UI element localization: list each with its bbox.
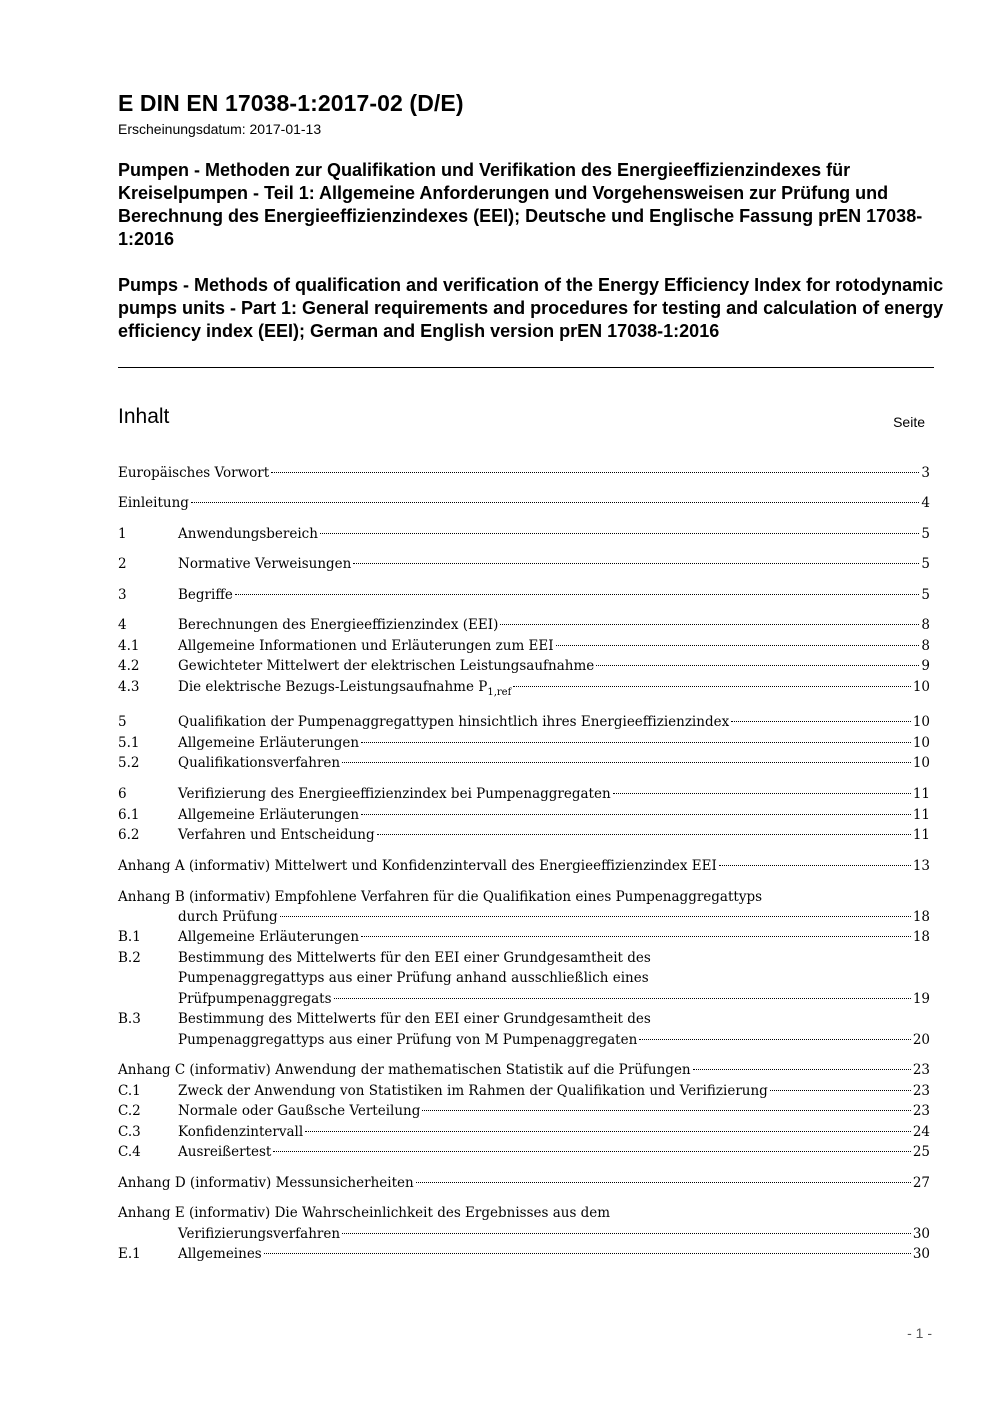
toc-entry-subscript: 1,ref	[487, 687, 512, 698]
toc-entry-page: 25	[912, 1144, 930, 1160]
toc-entry-number: B.3	[118, 1011, 141, 1027]
toc-entry-text: Zweck der Anwendung von Statistiken im Rahmen der Qualifikation und Verifizierung	[178, 1083, 768, 1099]
toc-entry-5-1[interactable]	[118, 733, 930, 753]
toc-entry-b-2-cont[interactable]	[118, 968, 930, 988]
toc-entry-c-1[interactable]	[118, 1081, 930, 1101]
toc-entry-vorwort[interactable]	[118, 463, 930, 483]
toc-entry-page: 18	[912, 909, 930, 925]
toc-entry-page: 23	[912, 1062, 930, 1078]
toc-entry-page: 18	[912, 929, 930, 945]
toc-entry-text: Normative Verweisungen	[178, 556, 352, 572]
toc-entry-page: 3	[921, 465, 930, 481]
toc-entry-annex-b-cont[interactable]	[118, 907, 930, 927]
toc-entry-text: Ausreißertest	[178, 1144, 272, 1160]
toc-entry-number: 6	[118, 786, 127, 802]
toc-entry-page: 23	[912, 1083, 930, 1099]
toc-entry-text: Anhang D (informativ) Messunsicherheiten	[118, 1175, 414, 1191]
toc-leader	[693, 1069, 911, 1070]
toc-page-column-label: Seite	[893, 414, 925, 430]
toc-entry-number: B.2	[118, 950, 141, 966]
toc-entry-page: 11	[912, 807, 930, 823]
toc-entry-text: Anhang C (informativ) Anwendung der mathematischen Statistik auf die Prüfungen	[118, 1062, 691, 1078]
toc-entry-e-1[interactable]	[118, 1244, 930, 1264]
toc-entry-annex-c[interactable]	[118, 1060, 930, 1080]
toc-entry-b-2[interactable]	[118, 948, 930, 968]
toc-leader	[235, 594, 920, 595]
toc-entry-text: Pumpenaggregattyps aus einer Prüfung von M Pumpenaggregaten	[178, 1032, 638, 1048]
toc-entry-text: Normale oder Gaußsche Verteilung	[178, 1103, 421, 1119]
toc-entry-annex-a[interactable]	[118, 856, 930, 876]
toc-entry-text: durch Prüfung	[178, 909, 278, 925]
toc-entry-number: 1	[118, 526, 127, 542]
toc-entry-annex-e[interactable]	[118, 1203, 930, 1223]
toc-leader	[639, 1039, 911, 1040]
toc-entry-page: 13	[912, 858, 930, 874]
toc-entry-page: 19	[912, 991, 930, 1007]
toc-entry-text: Gewichteter Mittelwert der elektrischen Leistungsaufnahme	[178, 658, 595, 674]
toc-entry-number: 4.1	[118, 638, 140, 654]
toc-entry-4-2[interactable]	[118, 656, 930, 676]
title-english: Pumps - Methods of qualification and verification of the Energy Efficiency Index for rotodynamic pumps units - Part 1: General requirements and procedures for testing and calculation of energy efficiency index (EEI); German and English version prEN 17038-1:2016	[118, 275, 944, 341]
toc-entry-page: 10	[912, 679, 930, 695]
toc-entry-number: 4.3	[118, 679, 140, 695]
toc-entry-page: 4	[921, 495, 930, 511]
toc-entry-annex-d[interactable]	[118, 1173, 930, 1193]
toc-leader	[556, 645, 920, 646]
toc-entry-page: 30	[912, 1226, 930, 1242]
toc-entry-text: Bestimmung des Mittelwerts für den EEI einer Grundgesamtheit des	[178, 1011, 651, 1027]
toc-leader	[191, 502, 919, 503]
toc-entry-page: 5	[921, 526, 930, 542]
toc-entry-number: E.1	[118, 1246, 141, 1262]
toc-entry-6[interactable]	[118, 784, 930, 804]
toc-leader	[342, 762, 911, 763]
toc-leader	[305, 1131, 911, 1132]
toc-entry-page: 10	[912, 735, 930, 751]
toc-leader	[416, 1182, 911, 1183]
toc-entry-c-2[interactable]	[118, 1101, 930, 1121]
toc-leader	[596, 665, 919, 666]
toc-entry-number: 6.2	[118, 827, 140, 843]
toc-leader	[377, 834, 911, 835]
toc-entry-page: 9	[921, 658, 930, 674]
toc-entry-text: Pumpenaggregattyps aus einer Prüfung anhand ausschließlich eines	[178, 970, 649, 986]
toc-entry-b-2-cont2[interactable]	[118, 989, 930, 1009]
toc-entry-einleitung[interactable]	[118, 493, 930, 513]
toc-entry-b-3[interactable]	[118, 1009, 930, 1029]
toc-entry-text: Allgemeine Erläuterungen	[178, 929, 360, 945]
toc-entry-1[interactable]	[118, 524, 930, 544]
toc-entry-text: Verfahren und Entscheidung	[178, 827, 375, 843]
toc-entry-page: 30	[912, 1246, 930, 1262]
toc-entry-page: 20	[912, 1032, 930, 1048]
toc-leader	[770, 1090, 911, 1091]
toc-entry-b-1[interactable]	[118, 927, 930, 947]
toc-entry-text: Verifizierungsverfahren	[178, 1226, 341, 1242]
toc-entry-c-4[interactable]	[118, 1142, 930, 1162]
document-id: E DIN EN 17038-1:2017-02 (D/E)	[118, 90, 464, 116]
toc-entry-number: 3	[118, 587, 127, 603]
toc-entry-text: Begriffe	[178, 587, 233, 603]
toc-entry-text: Allgemeine Erläuterungen	[178, 807, 360, 823]
toc-heading: Inhalt	[118, 405, 170, 428]
title-divider	[118, 367, 934, 368]
toc-leader	[731, 721, 911, 722]
toc-entry-5-2[interactable]	[118, 753, 930, 773]
toc-entry-page: 11	[912, 827, 930, 843]
toc-entry-number: B.1	[118, 929, 141, 945]
toc-entry-annex-e-cont[interactable]	[118, 1224, 930, 1244]
toc-leader	[513, 686, 911, 687]
toc-leader	[271, 472, 919, 473]
toc-leader	[264, 1253, 911, 1254]
toc-entry-number: 5.1	[118, 735, 140, 751]
toc-entry-number: 5.2	[118, 755, 140, 771]
toc-entry-number: 4.2	[118, 658, 140, 674]
toc-entry-6-1[interactable]	[118, 805, 930, 825]
toc-entry-number: C.4	[118, 1144, 141, 1160]
toc-entry-b-3-cont[interactable]	[118, 1030, 930, 1050]
toc-entry-number: 5	[118, 714, 127, 730]
toc-entry-number: 2	[118, 556, 127, 572]
toc-entry-page: 8	[921, 638, 930, 654]
toc-leader	[361, 936, 911, 937]
toc-leader	[334, 998, 911, 999]
toc-leader	[613, 793, 911, 794]
toc-entry-page: 5	[921, 556, 930, 572]
toc-entry-c-3[interactable]	[118, 1122, 930, 1142]
toc-entry-number: C.2	[118, 1103, 141, 1119]
toc-leader	[361, 814, 911, 815]
toc-leader	[361, 742, 911, 743]
toc-entry-text	[178, 677, 511, 699]
toc-entry-text: Anhang B (informativ) Empfohlene Verfahren für die Qualifikation eines Pumpenaggregattyps	[118, 889, 763, 905]
toc-entry-text: Prüfpumpenaggregats	[178, 991, 332, 1007]
toc-entry-text: Allgemeine Erläuterungen	[178, 735, 360, 751]
toc-entry-text: Qualifikation der Pumpenaggregattypen hinsichtlich ihres Energieeffizienzindex	[178, 714, 730, 730]
toc-entry-page: 5	[921, 587, 930, 603]
page-number: - 1 -	[907, 1325, 932, 1341]
toc-leader	[342, 1233, 911, 1234]
toc-entry-4[interactable]	[118, 615, 930, 635]
publication-date: Erscheinungsdatum: 2017-01-13	[118, 121, 322, 137]
toc-entry-page: 11	[912, 786, 930, 802]
toc-entry-number: 4	[118, 617, 127, 633]
toc-entry-page: 27	[912, 1175, 930, 1191]
toc-entry-number: C.3	[118, 1124, 141, 1140]
toc-entry-text: Allgemeine Informationen und Erläuterungen zum EEI	[178, 638, 554, 654]
toc-entry-page: 24	[912, 1124, 930, 1140]
toc-entry-page: 23	[912, 1103, 930, 1119]
toc-leader	[280, 916, 911, 917]
toc-entry-text: Konfidenzintervall	[178, 1124, 304, 1140]
toc-leader	[500, 624, 919, 625]
title-german: Pumpen - Methoden zur Qualifikation und Verifikation des Energieeffizienzindexes für Kreiselpumpen - Teil 1: Allgemeine Anforderungen und Vorgehensweisen zur Prüfung und Berechnung des Energieeffizienzindexes (EEI); Deutsche und Englische Fassung prEN 17038-1:2016	[118, 160, 923, 249]
toc-entry-5[interactable]	[118, 712, 930, 732]
toc-entry-text: Bestimmung des Mittelwerts für den EEI einer Grundgesamtheit des	[178, 950, 651, 966]
toc-entry-text: Qualifikationsverfahren	[178, 755, 341, 771]
toc-entry-3[interactable]	[118, 585, 930, 605]
toc-entry-text: Anhang A (informativ) Mittelwert und Konfidenzintervall des Energieeffizienzindex EEI	[118, 858, 717, 874]
toc-entry-4-3[interactable]	[118, 677, 930, 697]
toc-entry-text: Europäisches Vorwort	[118, 465, 270, 481]
toc-leader	[320, 533, 919, 534]
toc-leader	[353, 563, 919, 564]
toc-entry-text: Anhang E (informativ) Die Wahrscheinlichkeit des Ergebnisses aus dem	[118, 1205, 611, 1221]
toc-entry-text: Einleitung	[118, 495, 189, 511]
toc-entry-page: 10	[912, 714, 930, 730]
toc-entry-2[interactable]	[118, 554, 930, 574]
toc-entry-text: Allgemeines	[178, 1246, 262, 1262]
toc-entry-page: 8	[921, 617, 930, 633]
toc-entry-annex-b[interactable]	[118, 887, 930, 907]
toc-entry-text-main: Die elektrische Bezugs-Leistungsaufnahme P	[178, 679, 488, 695]
toc-entry-page: 10	[912, 755, 930, 771]
toc-entry-6-2[interactable]	[118, 825, 930, 845]
toc-entry-number: C.1	[118, 1083, 141, 1099]
toc-entry-text: Anwendungsbereich	[178, 526, 318, 542]
toc-entry-text: Berechnungen des Energieeffizienzindex (EEI)	[178, 617, 499, 633]
toc-entry-4-1[interactable]	[118, 636, 930, 656]
toc-leader	[273, 1151, 910, 1152]
toc-leader	[422, 1110, 910, 1111]
toc-entry-text: Verifizierung des Energieeffizienzindex bei Pumpenaggregaten	[178, 786, 611, 802]
toc-leader	[719, 865, 911, 866]
toc-entry-number: 6.1	[118, 807, 140, 823]
